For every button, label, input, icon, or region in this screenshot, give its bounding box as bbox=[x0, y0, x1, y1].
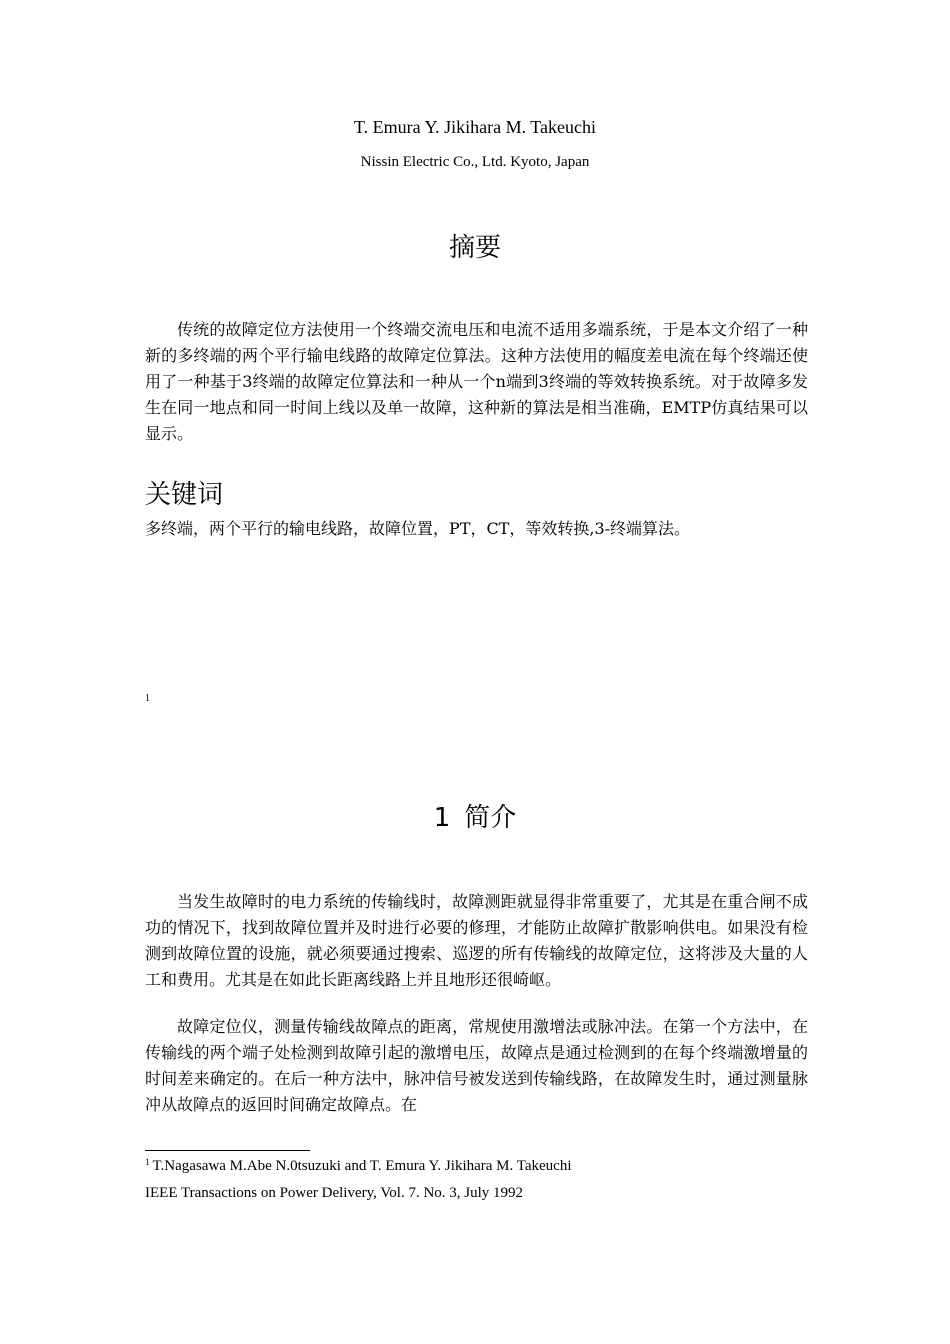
footnote-citation: IEEE Transactions on Power Delivery, Vol. 7. No. 3, July 1992 bbox=[145, 1185, 524, 1201]
section-number: 1 bbox=[433, 803, 451, 833]
keywords-text: 多终端，两个平行的输电线路，故障位置，PT，CT，等效转换,3-终端算法。 bbox=[145, 519, 691, 538]
intro-paragraph: 当发生故障时的电力系统的传输线时，故障测距就显得非常重要了，尤其是在重合闸不成功的情况下，找到故障位置并及时进行必要的修理，才能防止故障扩散影响供电。如果没有检测到故障位置的设施，就必须要通过搜索、巡逻的所有传输线的故障定位，这将涉及大量的人工和费用。尤其是在如此长距离线路上并且地形还很崎岖。 bbox=[145, 892, 808, 989]
intro-heading bbox=[0, 797, 950, 834]
affiliation: Nissin Electric Co., Ltd. Kyoto, Japan bbox=[360, 154, 590, 170]
footnote-marker: 1 bbox=[145, 693, 150, 704]
footnote-sup: 1 bbox=[145, 1157, 150, 1167]
abstract-heading: 摘要 bbox=[448, 233, 501, 263]
footnote-authors bbox=[145, 1157, 572, 1175]
authors: T. Emura Y. Jikihara M. Takeuchi bbox=[353, 117, 596, 137]
section-title: 简介 bbox=[464, 803, 517, 833]
keywords-heading: 关键词 bbox=[145, 480, 224, 510]
abstract-text: 传统的故障定位方法使用一个终端交流电压和电流不适用多端系统，于是本文介绍了一种新的多终端的两个平行输电线路的故障定位算法。这种方法使用的幅度差电流在每个终端还使用了一种基于3终端的故障定位算法和一种从一个n端到3终端的等效转换系统。对于故障多发生在同一地点和同一时间上线以及单一故障，这种新的算法是相当准确，EMTP仿真结果可以显示。 bbox=[145, 320, 808, 443]
intro-paragraph: 故障定位仪，测量传输线故障点的距离，常规使用激增法或脉冲法。在第一个方法中，在传输线的两个端子处检测到故障引起的激增电压，故障点是通过检测到的在每个终端激增量的时间差来确定的。在后一种方法中，脉冲信号被发送到传输线路，在故障发生时，通过测量脉冲从故障点的返回时间确定故障点。在 bbox=[145, 1017, 808, 1114]
footnote-divider bbox=[145, 1150, 310, 1151]
footnote-authors-text: T.Nagasawa M.Abe N.0tsuzuki and T. Emura Y. Jikihara M. Takeuchi bbox=[152, 1158, 572, 1174]
